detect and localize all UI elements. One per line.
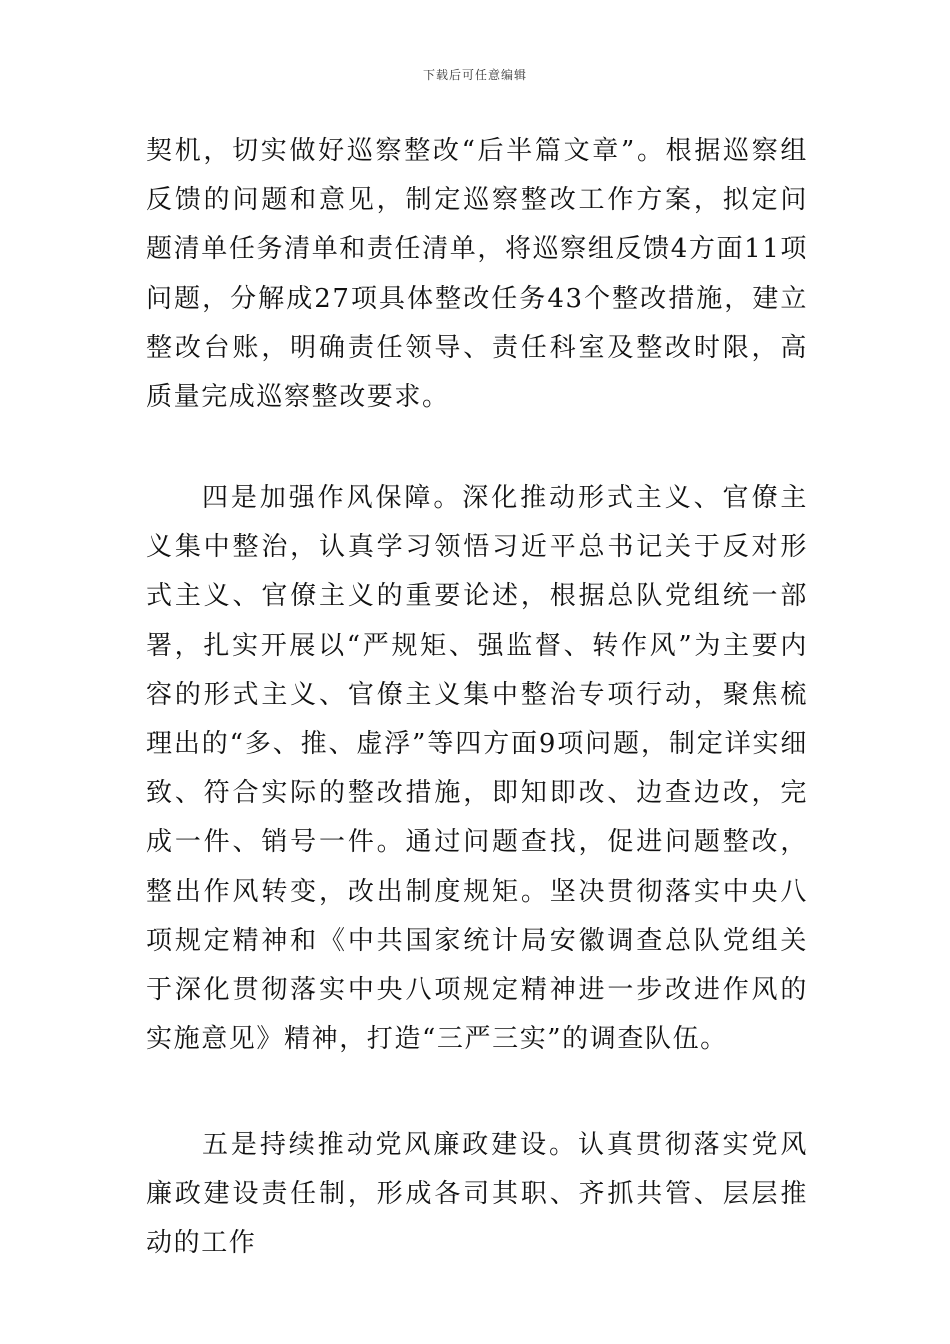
paragraph-continuation: 契机，切实做好巡察整改“后半篇文章”。根据巡察组反馈的问题和意见，制定巡察整改工作方案，拟定问题清单任务清单和责任清单，将巡察组反馈4方面11项问题，分解成27项具体整改任务43个整改措施，建立整改台账，明确责任领导、责任科室及整改时限，高质量完成巡察整改要求。 [146, 136, 809, 413]
header-note: 下载后可任意编辑 [422, 68, 527, 82]
paragraph-style-guarantee: 四是加强作风保障。深化推动形式主义、官僚主义集中整治，认真学习领悟习近平总书记关于反对形式主义、官僚主义的重要论述，根据总队党组统一部署，扎实开展以“严规矩、强监督、转作风”为主要内容的形式主义、官僚主义集中整治专项行动，聚焦梳理出的“多、推、虚浮”等四方面9项问题，制定详实细致、符合实际的整改措施，即知即改、边查边改，完成一件、销号一件。通过问题查找，促进问题整改，整出作风转变，改出制度规矩。坚决贯彻落实中央八项规定精神和《中共国家统计局安徽调查总队党组关于深化贯彻落实中央八项规定精神进一步改进作风的实施意见》精神，打造“三严三实”的调查队伍。 [146, 483, 808, 1055]
paragraph-party-integrity: 五是持续推动党风廉政建设。认真贯彻落实党风廉政建设责任制，形成各司其职、齐抓共管、层层推动的工作 [146, 1130, 808, 1259]
